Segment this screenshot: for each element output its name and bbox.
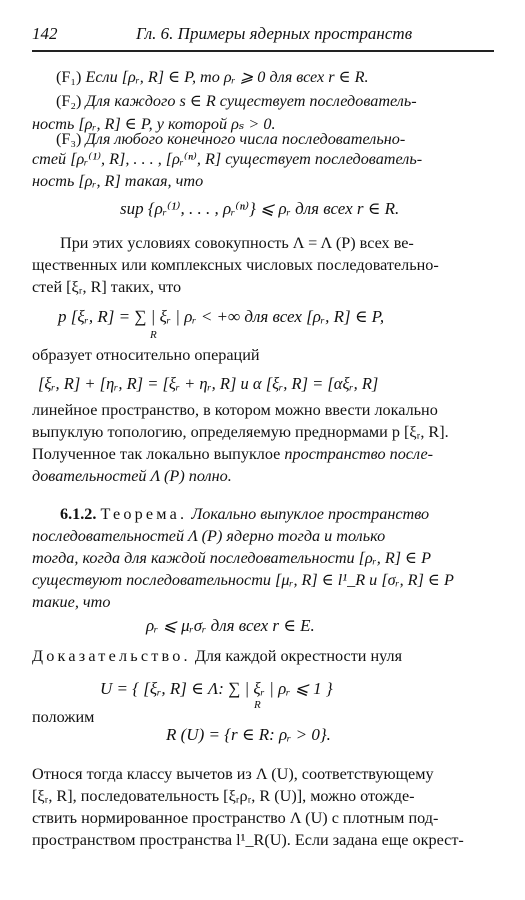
- theorem-line-2: последовательностей Λ (P) ядерно тогда и только: [32, 527, 386, 545]
- formula-sup: sup {ρᵣ⁽¹⁾, . . . , ρᵣ⁽ⁿ⁾} ⩽ ρᵣ для всех r ∈ R.: [120, 199, 400, 218]
- proof-line-a: Относя тогда классу вычетов из Λ (U), соответствующему: [32, 765, 434, 783]
- condition-f1: [56, 66, 369, 88]
- condition-f2: [56, 90, 417, 112]
- proof-polozhim: положим: [32, 708, 95, 726]
- condition-f3-text-2: стей [ρᵣ⁽¹⁾, R], . . . , [ρᵣ⁽ⁿ⁾, R] существует последователь-: [32, 150, 423, 168]
- formula-U-def: U = { [ξᵣ, R] ∈ Λ: ∑ | ξᵣ | ρᵣ ⩽ 1 }: [100, 679, 333, 698]
- para2-line-4: [32, 443, 433, 465]
- proof-line-c: ствить нормированное пространство Λ (U) с плотным под-: [32, 809, 439, 827]
- chapter-title: Гл. 6. Примеры ядерных пространств: [136, 24, 413, 43]
- formula-R-U: R (U) = {r ∈ R: ρᵣ > 0}.: [166, 725, 331, 744]
- header-rule: [32, 50, 494, 52]
- sum-index-1: R: [150, 329, 157, 341]
- theorem-number: 6.1.2.: [60, 505, 97, 523]
- sum-index-2: R: [254, 699, 261, 711]
- formula-operations: [ξᵣ, R] + [ηᵣ, R] = [ξᵣ + ηᵣ, R] и α [ξᵣ, R] = [αξᵣ, R]: [38, 374, 379, 393]
- theorem-line-1: Локально выпуклое пространство: [191, 505, 430, 523]
- theorem-line-5: такие, что: [32, 593, 111, 611]
- condition-f3-text-1: Для любого конечного числа последовательно-: [85, 130, 406, 148]
- para1-line-2: щественных или комплексных числовых последовательно-: [32, 256, 439, 274]
- condition-f1-text: Если [ρᵣ, R] ∈ P, то ρᵣ ⩾ 0 для всех r ∈ R.: [85, 68, 369, 86]
- condition-f2-text-2: ность [ρᵣ, R] ∈ P, у которой ρₛ > 0.: [32, 115, 276, 133]
- condition-f2-label: (F₂): [56, 92, 82, 110]
- formula-rho-ineq: ρᵣ ⩽ μᵣσᵣ для всех r ∈ E.: [146, 616, 315, 635]
- para2-line-3: выпуклую топологию, определяемую преднормами p [ξᵣ, R].: [32, 423, 449, 441]
- proof-line-1: [32, 645, 402, 667]
- theorem-line-4: существуют последовательности [μᵣ, R] ∈ l¹_R и [σᵣ, R] ∈ P: [32, 571, 454, 589]
- proof-line-b: [ξᵣ, R], последовательность [ξᵣρᵣ, R (U)], можно отожде-: [32, 787, 415, 805]
- para2-line-2: линейное пространство, в котором можно ввести локально: [32, 401, 438, 419]
- condition-f1-label: (F₁): [56, 68, 82, 86]
- condition-f3-text-3: ность [ρᵣ, R] такая, что: [32, 172, 204, 190]
- theorem-heading: [60, 503, 429, 525]
- proof-word: Доказательство.: [32, 647, 191, 665]
- condition-f3: [56, 128, 405, 150]
- running-header: [32, 24, 492, 48]
- para2-line-4a: Полученное так локально выпуклое: [32, 445, 285, 463]
- proof-line-d: пространством пространства l¹_R(U). Если задана еще окрест-: [32, 831, 464, 849]
- formula-p-def: p [ξᵣ, R] = ∑ | ξᵣ | ρᵣ < +∞ для всех [ρᵣ, R] ∈ P,: [58, 307, 385, 326]
- para1-line-3: стей [ξᵣ, R] таких, что: [32, 278, 182, 296]
- condition-f2-text-1: Для каждого s ∈ R существует последователь-: [85, 92, 417, 110]
- theorem-word: Теорема.: [100, 505, 188, 523]
- para2-line-1: образует относительно операций: [32, 346, 260, 364]
- para2-line-5: довательностей Λ (P) полно.: [32, 467, 232, 485]
- para2-line-4b: пространство после-: [284, 445, 434, 463]
- para1-line-1: При этих условиях совокупность Λ = Λ (P) всех ве-: [60, 234, 414, 252]
- proof-line-1-rest: Для каждой окрестности нуля: [194, 647, 403, 665]
- condition-f3-label: (F₃): [56, 130, 82, 148]
- theorem-line-3: тогда, когда для каждой последовательности [ρᵣ, R] ∈ P: [32, 549, 431, 567]
- page-number: 142: [32, 24, 58, 43]
